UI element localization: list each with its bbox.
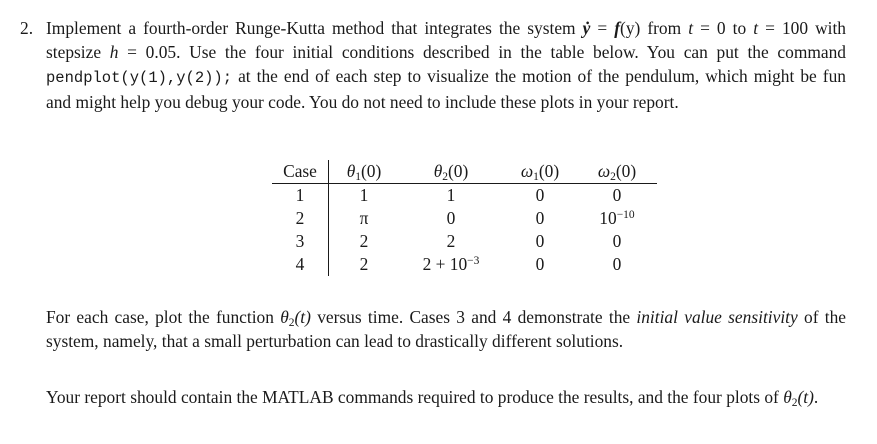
table-cell: 2 — [446, 231, 456, 251]
table-cell: 0 — [612, 254, 622, 274]
table-cell: 2 — [272, 207, 329, 230]
table-cell: 0 — [535, 254, 545, 274]
header-omega1: $\omega_1(0)$ — [503, 160, 577, 184]
initial-conditions-table — [272, 160, 657, 276]
table-cell: 0 — [535, 185, 545, 205]
table-row — [272, 253, 657, 276]
table-cell: 2 — [359, 254, 369, 274]
table-cell: 2 — [359, 231, 369, 251]
table-cell: 0 — [535, 231, 545, 251]
header-theta2: $\theta_2(0)$ — [399, 160, 503, 184]
problem-statement: Implement a fourth-order Runge-Kutta method that integrates the system ẏ = f(y) from t = 0 to t = 100 with stepsize h = 0.05. Use the four initial conditions described in the table below. You can put the command pendplot(y(1),y(2)); at the end of each step to visualize the motion of the pendulum, which might be fun and might help you debug your code. You do not need to include these plots in your report. — [46, 18, 846, 112]
ydot-symbol: ẏ — [582, 18, 591, 38]
table-cell: $10^{-10}$ — [599, 208, 635, 228]
f-symbol: f — [614, 18, 621, 38]
table-cell: 4 — [272, 253, 329, 276]
table-row — [272, 184, 657, 208]
table-header-row — [272, 160, 657, 184]
table-cell: 1 — [446, 185, 456, 205]
table-cell: $2 + 10^{-3}$ — [422, 254, 480, 274]
table-row — [272, 207, 657, 230]
table-cell: 1 — [272, 184, 329, 208]
header-omega2: $\omega_2(0)$ — [577, 160, 657, 184]
table-cell: π — [359, 208, 369, 228]
table-cell: 1 — [359, 185, 369, 205]
table-row — [272, 230, 657, 253]
table-cell: 3 — [272, 230, 329, 253]
table-cell: 0 — [612, 231, 622, 251]
plot-instructions: For each case, plot the function $\theta_2(t)$ versus time. Cases 3 and 4 demonstrate the initial value sensitivity of the system, namely, that a small perturbation can lead to drastically different solutions. — [46, 307, 847, 351]
problem-number: 2. — [20, 18, 34, 38]
table-cell: 0 — [446, 208, 456, 228]
header-theta1: $\theta_1(0)$ — [329, 160, 400, 184]
report-instructions: Your report should contain the MATLAB commands required to produce the results, and the four plots of $\theta_2(t)$. — [46, 387, 819, 409]
table-body — [272, 184, 657, 277]
table-cell: 0 — [535, 208, 545, 228]
pendplot-command: pendplot(y(1),y(2)); — [46, 69, 233, 87]
emphasis-initial-value-sensitivity: initial value sensitivity — [636, 307, 798, 327]
table-cell: 0 — [612, 185, 622, 205]
header-case: Case — [272, 160, 329, 184]
